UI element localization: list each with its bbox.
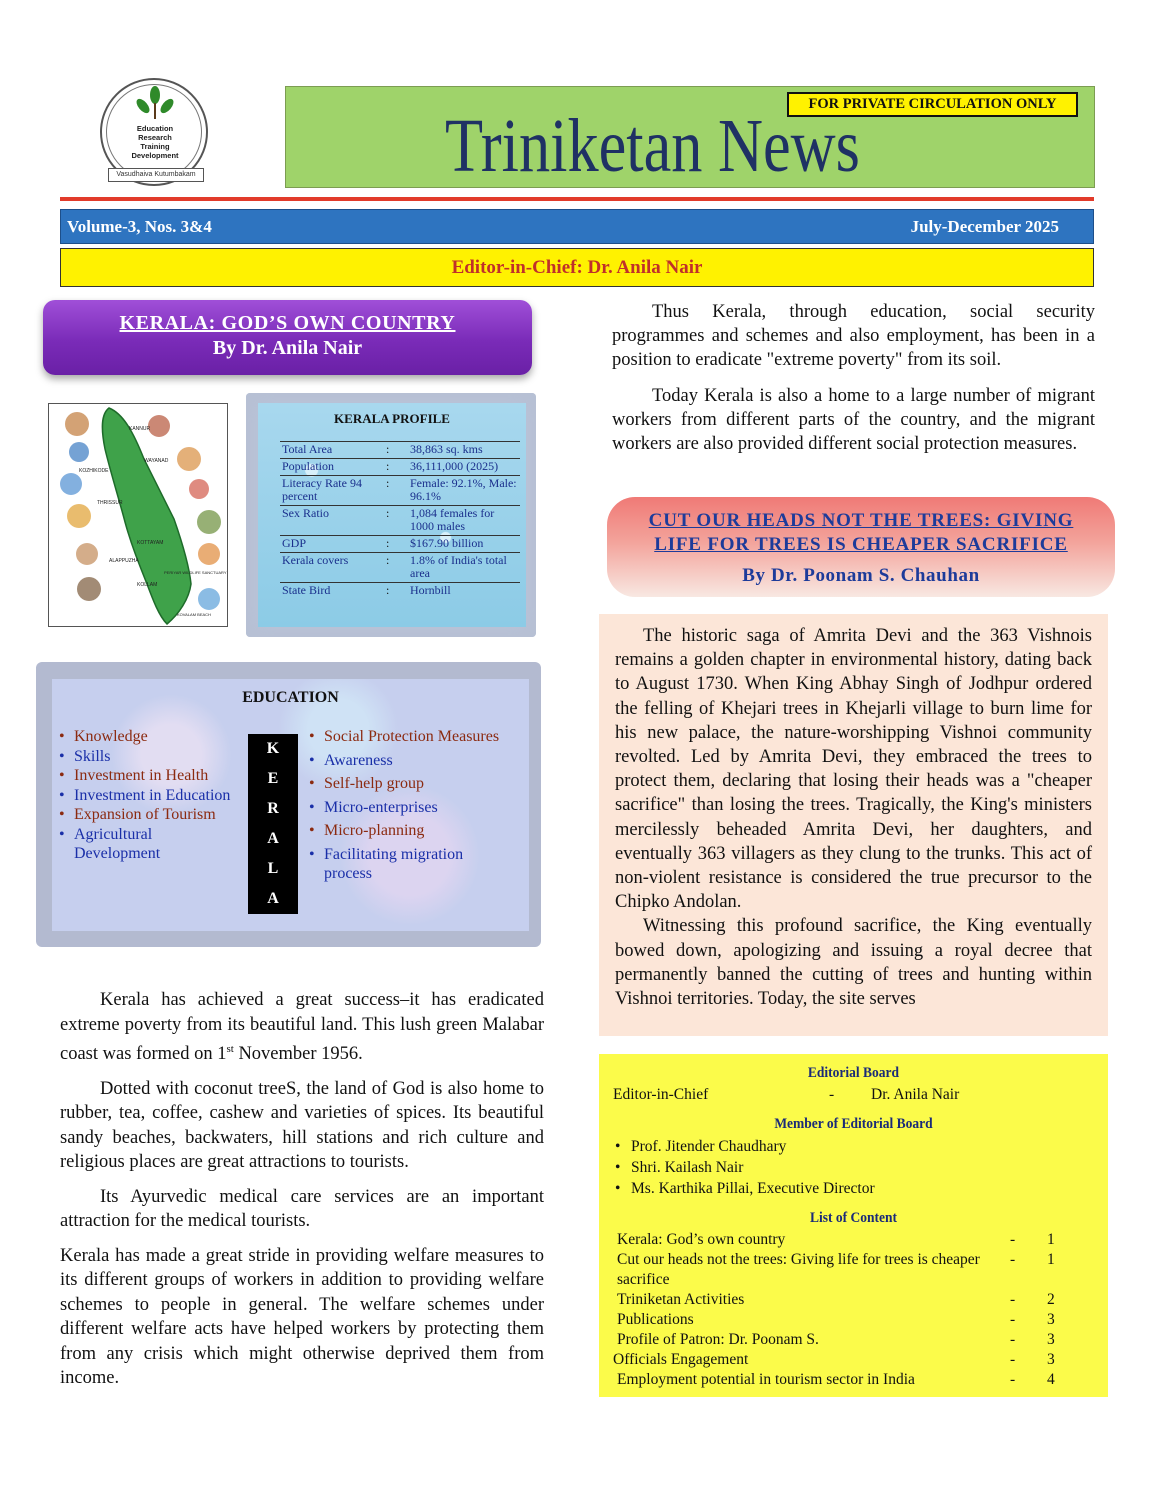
kerala-vertical-label bbox=[248, 734, 298, 914]
list-item: • Skills bbox=[52, 747, 232, 767]
paragraph: Its Ayurvedic medical care services are an important attraction for the medical tourists. bbox=[60, 1186, 544, 1232]
logo-line: Research bbox=[138, 133, 172, 142]
article-body-right bbox=[612, 300, 1095, 468]
kerala-map-image bbox=[48, 403, 228, 627]
editor-name: Dr. Anila Nair bbox=[871, 1086, 960, 1103]
toc-title: Officials Engagement bbox=[613, 1351, 749, 1368]
toc-row bbox=[617, 1290, 1067, 1310]
profile-value: 38,863 sq. kms bbox=[410, 442, 520, 459]
education-left-list bbox=[52, 727, 232, 864]
toc-title: Profile of Patron: Dr. Poonam S. bbox=[617, 1331, 819, 1348]
toc-sep: - bbox=[1010, 1331, 1016, 1348]
profile-sep: : bbox=[386, 583, 410, 600]
article-title bbox=[607, 509, 1115, 557]
table-row bbox=[280, 553, 520, 583]
list-item: • Shri. Kailash Nair bbox=[613, 1157, 1093, 1178]
profile-value: Hornbill bbox=[410, 583, 520, 600]
profile-sep: : bbox=[386, 476, 410, 506]
paragraph-text: November 1956. bbox=[233, 1044, 363, 1065]
article-byline: By Dr. Anila Nair bbox=[212, 337, 363, 359]
list-item: • Expansion of Tourism bbox=[52, 805, 232, 825]
volume-bar bbox=[60, 209, 1094, 244]
toc-row bbox=[617, 1250, 1067, 1289]
table-row bbox=[280, 506, 520, 536]
list-item: • Micro-enterprises bbox=[302, 798, 502, 818]
paragraph: The historic saga of Amrita Devi and the 363 Vishnois remains a golden chapter in environmental history, dating back to August 1730. When King Abhay Singh of Jodhpur ordered the felling of Khejari trees in Khejarli village to burn lime for his new palace, the nature-worshipping Vishnoi community revolted. Led by Amrita Devi, they embraced the trees to protect them, declaring that losing their heads was a "cheaper sacrifice" than losing the trees. Tragically, the King's ministers mercilessly beheaded Amrita Devi, her daughters, and eventually 363 villagers as they clung to the trunks. This act of non-violent resistance is considered the true precursor to the Chipko Andolan. bbox=[615, 626, 1092, 913]
paragraph: Witnessing this profound sacrifice, the King eventually bowed down, apologizing and issuing a royal decree that permanently banned the cutting of trees and hunting within Vishnoi territories. Today, the site serves bbox=[615, 916, 1092, 1010]
list-item: • Micro-planning bbox=[302, 821, 502, 841]
article-heading bbox=[607, 497, 1115, 597]
logo-line: Training bbox=[140, 142, 170, 151]
article-body-box bbox=[599, 614, 1108, 1036]
editorial-board-heading: Editorial Board bbox=[807, 1065, 900, 1081]
profile-label: State Bird bbox=[280, 583, 386, 600]
profile-value: 1.8% of India's total area bbox=[410, 553, 520, 583]
toc-row bbox=[617, 1370, 1067, 1390]
profile-sep: : bbox=[386, 506, 410, 536]
volume-number: Volume-3, Nos. 3&4 bbox=[67, 217, 212, 236]
map-label: KANNUR bbox=[129, 426, 151, 432]
toc-sep: - bbox=[1010, 1351, 1016, 1368]
list-item: • Prof. Jitender Chaudhary bbox=[613, 1136, 1093, 1157]
logo-line: Education bbox=[136, 124, 174, 133]
profile-value: $167.90 billion bbox=[410, 536, 520, 553]
paragraph-text: Kerala has achieved a great success–it has eradicated extreme poverty from its beautiful land. This lush green Malabar coast was formed on 1 bbox=[60, 990, 544, 1065]
toc-sep: - bbox=[1010, 1231, 1016, 1248]
map-label: THRISSUR bbox=[97, 500, 123, 506]
profile-sep: : bbox=[386, 536, 410, 553]
organization-logo bbox=[100, 78, 210, 190]
map-label: KOTTAYAM bbox=[137, 540, 164, 546]
kerala-map-illustration bbox=[49, 404, 228, 627]
list-item: • Ms. Karthika Pillai, Executive Director bbox=[613, 1178, 1093, 1199]
paragraph: Today Kerala is also a home to a large number of migrant workers from different parts of the country, and the migrant workers are also provided different social protection measures. bbox=[612, 386, 1095, 454]
paragraph bbox=[60, 988, 544, 1067]
toc-row bbox=[617, 1230, 1067, 1250]
paragraph: Dotted with coconut treeS, the land of God is also home to rubber, tea, coffee, cashew and varieties of spices. Its beautiful sandy beaches, backwaters, hill stations and rich culture and religious places are great attractions to tourists. bbox=[60, 1078, 544, 1173]
logo-banner: Vasudhaiva Kutumbakam bbox=[108, 168, 204, 182]
profile-label: Literacy Rate 94 percent bbox=[280, 476, 386, 506]
newsletter-title: Triniketan News bbox=[445, 104, 860, 188]
profile-value: Female: 92.1%, Male: 96.1% bbox=[410, 476, 520, 506]
kerala-profile-box bbox=[258, 403, 526, 627]
paragraph: Kerala has made a great stride in providing welfare measures to its different groups of workers in addition to providing welfare schemes to people in general. The welfare schemes under different welfare acts have helped workers by protecting them from any crisis which might otherwise deprived them from income. bbox=[60, 1245, 544, 1389]
toc-title: Publications bbox=[617, 1311, 694, 1328]
kerala-letter: R bbox=[267, 800, 279, 817]
editor-sep: - bbox=[829, 1086, 835, 1103]
editor-row bbox=[613, 1085, 1093, 1104]
toc-title: Employment potential in tourism sector in India bbox=[617, 1371, 915, 1388]
toc-page: 1 bbox=[1047, 1251, 1055, 1268]
editor-role: Editor-in-Chief bbox=[613, 1086, 709, 1103]
kerala-letter: A bbox=[267, 830, 279, 847]
profile-title: KERALA PROFILE bbox=[334, 411, 450, 426]
profile-sep: : bbox=[386, 442, 410, 459]
kerala-letter: K bbox=[266, 740, 280, 757]
private-circulation-label: FOR PRIVATE CIRCULATION ONLY bbox=[787, 92, 1078, 117]
list-item: • Self-help group bbox=[302, 774, 502, 794]
table-row bbox=[280, 442, 520, 459]
editorial-board-box bbox=[599, 1054, 1108, 1397]
superscript: st bbox=[226, 1043, 234, 1055]
list-item: • Knowledge bbox=[52, 727, 232, 747]
article-body-left bbox=[60, 988, 544, 1401]
profile-label: GDP bbox=[280, 536, 386, 553]
table-row bbox=[280, 459, 520, 476]
toc-page: 3 bbox=[1047, 1351, 1055, 1368]
toc-title: Cut our heads not the trees: Giving life for trees is cheaper sacrifice bbox=[617, 1251, 980, 1288]
kerala-letter: A bbox=[267, 890, 279, 907]
toc-sep: - bbox=[1010, 1251, 1016, 1268]
article-title-line: CUT OUR HEADS NOT THE TREES: GIVING bbox=[648, 510, 1074, 531]
profile-value: 1,084 females for 1000 males bbox=[410, 506, 520, 536]
leaf-icon bbox=[130, 86, 180, 120]
profile-label: Population bbox=[280, 459, 386, 476]
toc-page: 2 bbox=[1047, 1291, 1055, 1308]
toc-page: 1 bbox=[1047, 1231, 1055, 1248]
education-title: EDUCATION bbox=[242, 689, 339, 706]
divider-rule bbox=[60, 197, 1094, 201]
toc-page: 3 bbox=[1047, 1331, 1055, 1348]
list-item: • Awareness bbox=[302, 751, 502, 771]
table-row bbox=[280, 536, 520, 553]
article-byline: By Dr. Poonam S. Chauhan bbox=[742, 565, 980, 586]
toc-row bbox=[617, 1310, 1067, 1330]
table-row bbox=[280, 476, 520, 506]
map-label: PERIYAR WILDLIFE SANCTUARY bbox=[164, 570, 227, 575]
article-title-line: LIFE FOR TREES IS CHEAPER SACRIFICE bbox=[654, 534, 1068, 555]
list-item: • Investment in Education bbox=[52, 786, 232, 806]
list-item: • Facilitating migration process bbox=[302, 845, 502, 884]
profile-sep: : bbox=[386, 459, 410, 476]
paragraph: Thus Kerala, through education, social security programmes and schemes and also employment, has been in a position to eradicate "extreme poverty" from its soil. bbox=[612, 302, 1095, 370]
toc-row bbox=[617, 1330, 1067, 1350]
map-label: KOVALAM BEACH bbox=[177, 612, 211, 617]
toc-row bbox=[613, 1350, 1063, 1370]
profile-sep: : bbox=[386, 553, 410, 583]
toc-sep: - bbox=[1010, 1371, 1016, 1388]
map-label: WAYANAD bbox=[144, 458, 169, 464]
profile-label: Kerala covers bbox=[280, 553, 386, 583]
members-heading: Member of Editorial Board bbox=[774, 1116, 933, 1132]
contents-heading: List of Content bbox=[809, 1210, 897, 1226]
logo-line: Development bbox=[131, 151, 179, 160]
article-title: KERALA: GOD’S OWN COUNTRY bbox=[119, 312, 456, 334]
toc-page: 4 bbox=[1047, 1371, 1055, 1388]
profile-value: 36,111,000 (2025) bbox=[410, 459, 520, 476]
list-item: • Agricultural Development bbox=[52, 825, 232, 864]
education-box bbox=[52, 679, 529, 931]
education-right-list bbox=[302, 727, 502, 884]
kerala-letter: E bbox=[267, 770, 279, 787]
profile-label: Total Area bbox=[280, 442, 386, 459]
issue-period: July-December 2025 bbox=[910, 217, 1059, 236]
toc-sep: - bbox=[1010, 1291, 1016, 1308]
editor-in-chief-bar: Editor-in-Chief: Dr. Anila Nair bbox=[60, 248, 1094, 287]
toc-sep: - bbox=[1010, 1311, 1016, 1328]
list-item: • Social Protection Measures bbox=[302, 727, 502, 747]
profile-table bbox=[280, 441, 520, 599]
list-item: • Investment in Health bbox=[52, 766, 232, 786]
toc-page: 3 bbox=[1047, 1311, 1055, 1328]
table-row bbox=[280, 583, 520, 600]
map-label: ALAPPUZHA bbox=[109, 558, 139, 564]
profile-label: Sex Ratio bbox=[280, 506, 386, 536]
map-label: KOLLAM bbox=[137, 582, 158, 588]
article-heading bbox=[43, 300, 532, 375]
map-label: KOZHIKODE bbox=[79, 468, 109, 474]
toc-title: Triniketan Activities bbox=[617, 1291, 745, 1308]
toc-title: Kerala: God’s own country bbox=[617, 1231, 786, 1248]
kerala-letter: L bbox=[267, 860, 279, 877]
